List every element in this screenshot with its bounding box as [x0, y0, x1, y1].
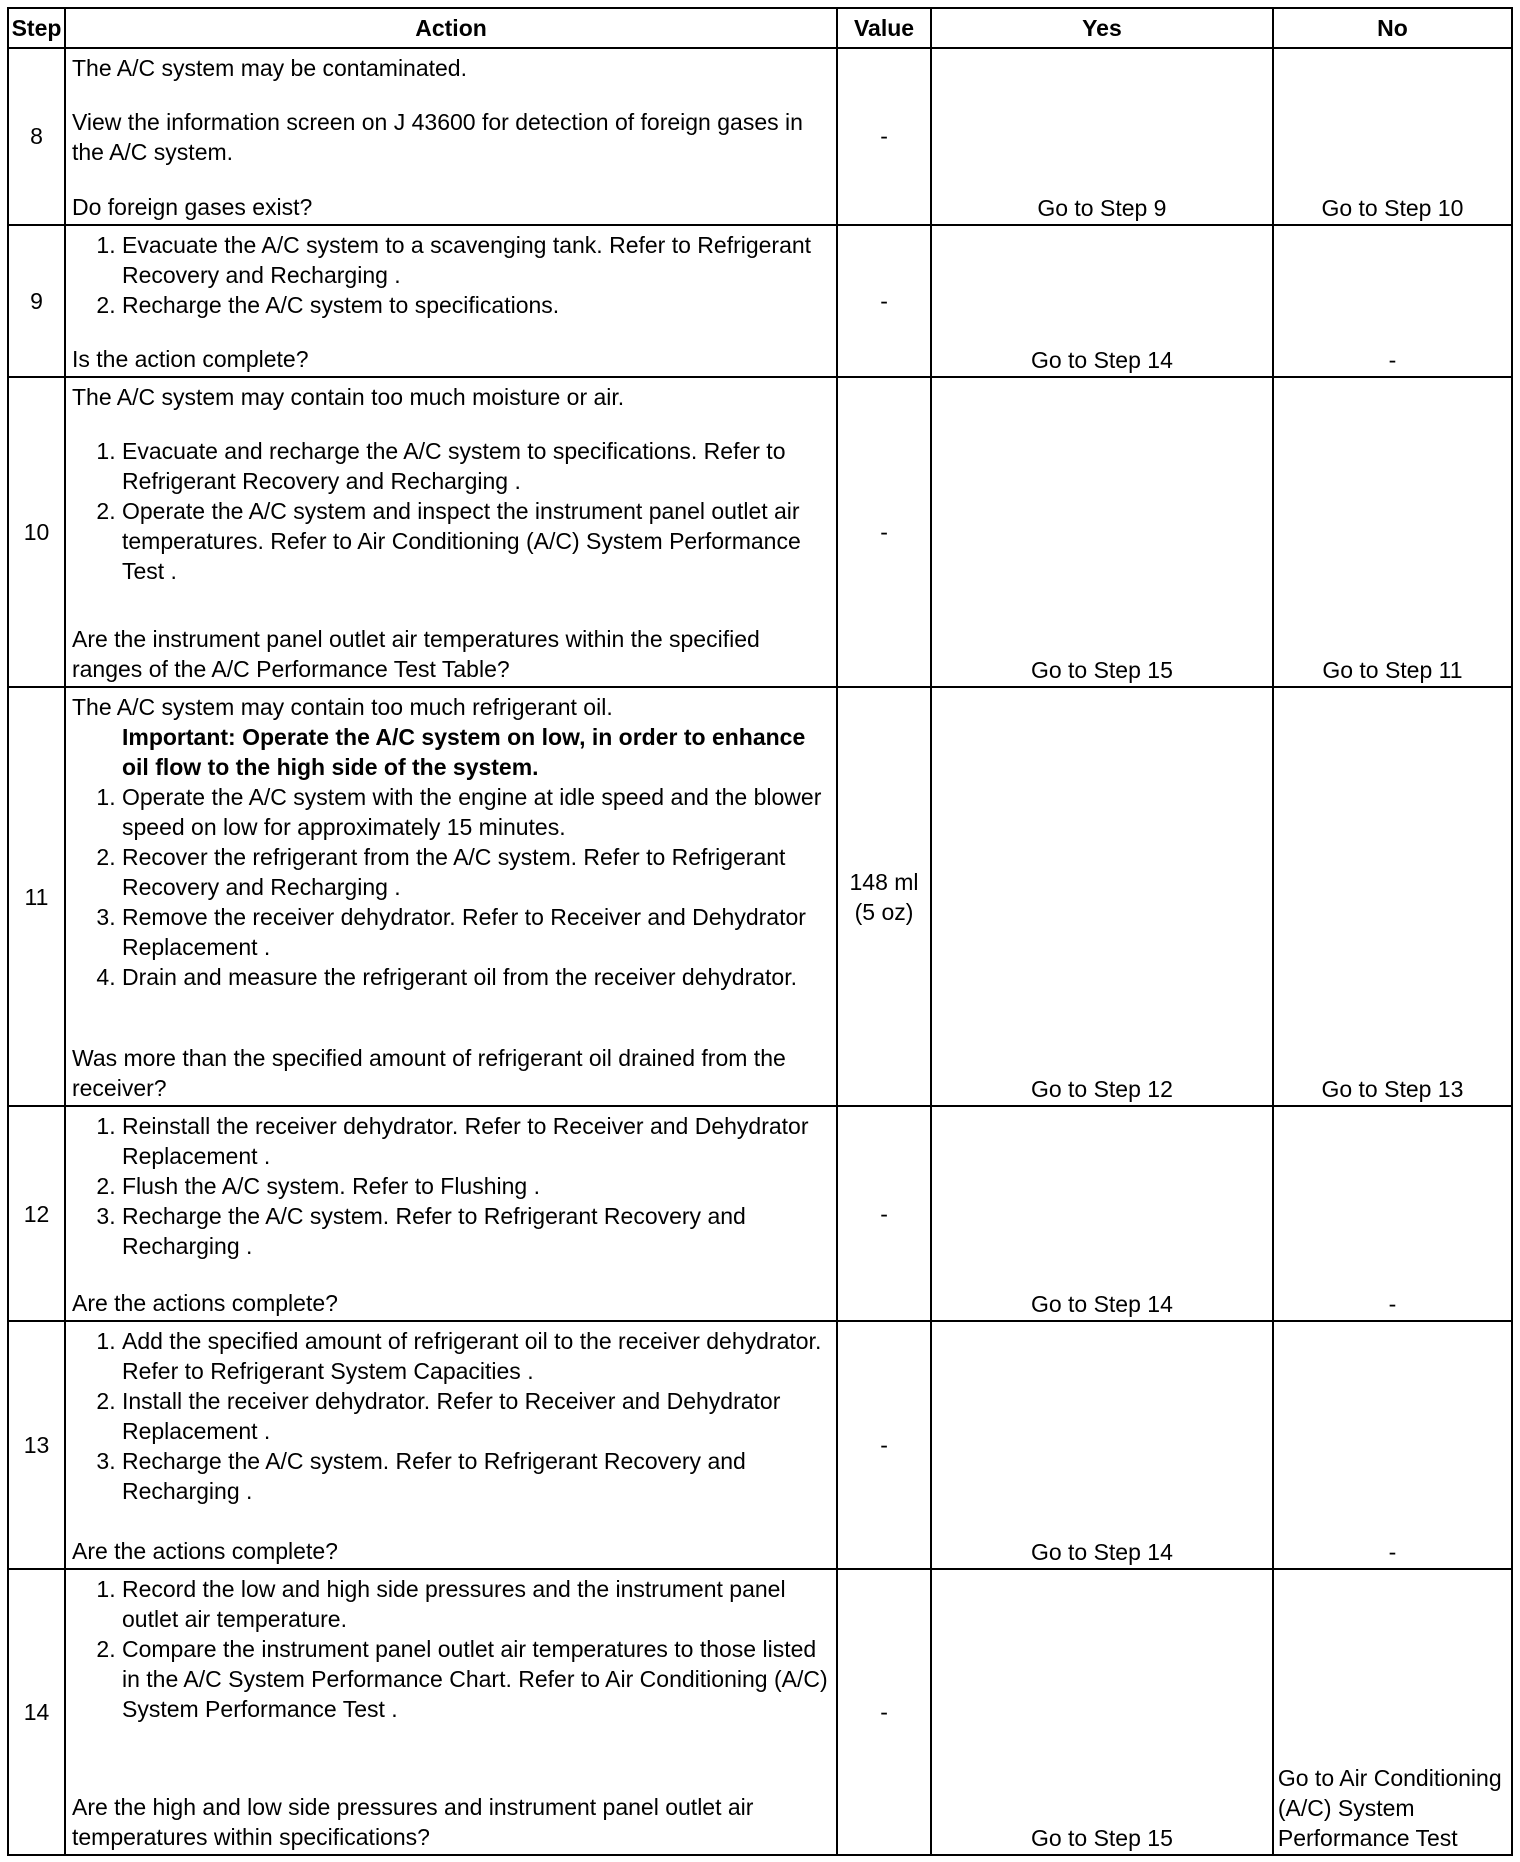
- action-list: [72, 230, 830, 320]
- yes-cell: Go to Step 14: [931, 225, 1273, 378]
- table-row: [8, 1106, 1512, 1320]
- list-item: 2. Recharge the A/C system to specifications.: [122, 290, 830, 320]
- header-action: Action: [65, 8, 837, 48]
- no-cell: Go to Step 13: [1273, 687, 1512, 1106]
- action-question: Are the actions complete?: [71, 1289, 338, 1316]
- list-item: 3. Recharge the A/C system. Refer to Refrigerant Recovery and Recharging .: [122, 1201, 830, 1261]
- yes-cell: Go to Step 15: [931, 377, 1273, 687]
- list-item: 3. Remove the receiver dehydrator. Refer to Receiver and Dehydrator Replacement .: [122, 902, 830, 962]
- action-cell: [65, 687, 837, 1106]
- action-list: [72, 782, 830, 992]
- value-cell: -: [837, 1569, 931, 1855]
- step-number: 12: [8, 1106, 65, 1320]
- step-number: 10: [8, 377, 65, 687]
- value-cell: -: [837, 48, 931, 225]
- value-amount: 148 ml: [849, 868, 919, 895]
- no-cell: Go to Step 11: [1273, 377, 1512, 687]
- action-list: [72, 1326, 830, 1506]
- list-item: 1. Evacuate the A/C system to a scavenging tank. Refer to Refrigerant Recovery and Recharging .: [122, 230, 830, 290]
- action-intro: The A/C system may be contaminated.: [71, 55, 467, 81]
- action-list: [72, 1574, 830, 1724]
- no-cell: -: [1273, 1106, 1512, 1320]
- header-yes: Yes: [931, 8, 1273, 48]
- no-cell: -: [1273, 1321, 1512, 1569]
- action-question: Is the action complete?: [71, 346, 309, 373]
- action-list: [72, 436, 830, 586]
- no-cell: Go to Air Conditioning (A/C) System Performance Test: [1273, 1569, 1512, 1855]
- action-question: Are the high and low side pressures and instrument panel outlet air temperatures within specifications?: [71, 1794, 754, 1850]
- list-item: 1. Reinstall the receiver dehydrator. Refer to Receiver and Dehydrator Replacement .: [122, 1111, 830, 1171]
- diagnostic-table: [7, 7, 1513, 1856]
- list-item: 3. Recharge the A/C system. Refer to Refrigerant Recovery and Recharging .: [122, 1446, 830, 1506]
- no-cell: Go to Step 10: [1273, 48, 1512, 225]
- action-question: Are the actions complete?: [71, 1537, 338, 1564]
- yes-cell: Go to Step 9: [931, 48, 1273, 225]
- value-amount-oz: (5 oz): [854, 898, 914, 925]
- value-cell: -: [837, 377, 931, 687]
- list-item: 1. Record the low and high side pressures and the instrument panel outlet air temperature.: [122, 1574, 830, 1634]
- action-cell: [65, 48, 837, 225]
- no-cell: -: [1273, 225, 1512, 378]
- action-cell: [65, 225, 837, 378]
- step-number: 11: [8, 687, 65, 1106]
- list-item: 2. Flush the A/C system. Refer to Flushing .: [122, 1171, 830, 1201]
- list-item: 1. Operate the A/C system with the engine at idle speed and the blower speed on low for approximately 15 minutes.: [122, 782, 830, 842]
- action-question: Do foreign gases exist?: [71, 193, 313, 220]
- list-item: 4. Drain and measure the refrigerant oil from the receiver dehydrator.: [122, 962, 830, 992]
- action-cell: [65, 1321, 837, 1569]
- important-note: Important: Operate the A/C system on low, in order to enhance oil flow to the high side of the system.: [121, 724, 806, 781]
- yes-cell: Go to Step 14: [931, 1106, 1273, 1320]
- table-row: [8, 377, 1512, 687]
- yes-cell: Go to Step 15: [931, 1569, 1273, 1855]
- action-cell: [65, 377, 837, 687]
- value-cell: [837, 687, 931, 1106]
- list-item: 2. Operate the A/C system and inspect the instrument panel outlet air temperatures. Refer to Air Conditioning (A/C) System Performance Test .: [122, 496, 830, 586]
- value-cell: -: [837, 1106, 931, 1320]
- list-item: 2. Install the receiver dehydrator. Refer to Receiver and Dehydrator Replacement .: [122, 1386, 830, 1446]
- value-cell: -: [837, 225, 931, 378]
- table-row: [8, 1569, 1512, 1855]
- yes-cell: Go to Step 14: [931, 1321, 1273, 1569]
- step-number: 8: [8, 48, 65, 225]
- list-item: 1. Evacuate and recharge the A/C system to specifications. Refer to Refrigerant Recovery and Recharging .: [122, 436, 830, 496]
- table-row: [8, 225, 1512, 378]
- list-item: 2. Compare the instrument panel outlet air temperatures to those listed in the A/C System Performance Chart. Refer to Air Conditioning (A/C) System Performance Test .: [122, 1634, 830, 1724]
- list-item: 2. Recover the refrigerant from the A/C system. Refer to Refrigerant Recovery and Recharging .: [122, 842, 830, 902]
- action-question: Are the instrument panel outlet air temperatures within the specified ranges of the A/C Performance Test Table?: [71, 626, 760, 683]
- action-intro: The A/C system may contain too much moisture or air.: [71, 384, 625, 411]
- header-row: [8, 8, 1512, 48]
- step-number: 13: [8, 1321, 65, 1569]
- action-intro: The A/C system may contain too much refrigerant oil.: [71, 694, 613, 721]
- action-question: Was more than the specified amount of refrigerant oil drained from the receiver?: [71, 1045, 786, 1102]
- header-value: Value: [837, 8, 931, 48]
- action-cell: [65, 1106, 837, 1320]
- step-number: 9: [8, 225, 65, 378]
- action-cell: [65, 1569, 837, 1855]
- yes-cell: Go to Step 12: [931, 687, 1273, 1106]
- value-cell: -: [837, 1321, 931, 1569]
- action-list: [72, 1111, 830, 1261]
- table-row: [8, 1321, 1512, 1569]
- step-number: 14: [8, 1569, 65, 1855]
- action-intro: View the information screen on J 43600 for detection of foreign gases in the A/C system.: [71, 109, 803, 165]
- header-step: Step: [8, 8, 65, 48]
- list-item: 1. Add the specified amount of refrigerant oil to the receiver dehydrator. Refer to Refrigerant System Capacities .: [122, 1326, 830, 1386]
- header-no: No: [1273, 8, 1512, 48]
- table-row: [8, 48, 1512, 225]
- table-row: [8, 687, 1512, 1106]
